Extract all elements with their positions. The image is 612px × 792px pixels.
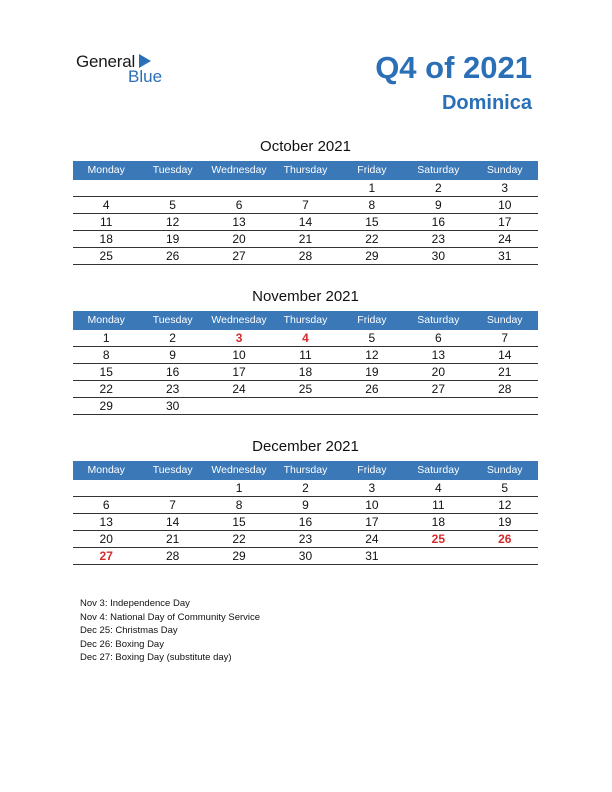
week-row <box>73 248 538 265</box>
day-cell: 2 <box>169 331 176 345</box>
weekday-label: Thursday <box>283 464 328 476</box>
day-cell: 8 <box>368 198 376 212</box>
week-row <box>73 381 538 398</box>
day-cell: 6 <box>235 198 243 212</box>
weekday-label: Monday <box>87 464 125 476</box>
weekday-label: Monday <box>87 164 125 176</box>
weekday-label: Saturday <box>417 164 460 176</box>
day-cell: 21 <box>298 232 313 246</box>
weekday-label: Friday <box>357 164 387 176</box>
holiday-notes <box>80 597 260 665</box>
day-cell: 25 <box>99 249 113 263</box>
day-cell <box>405 398 471 414</box>
week-row <box>73 497 538 514</box>
day-cell: 18 <box>99 232 113 246</box>
day-cell: 3 <box>501 181 509 195</box>
day-cell <box>73 480 139 496</box>
week-row <box>73 548 538 565</box>
weekday-label: Friday <box>357 464 387 476</box>
weekday-label: Tuesday <box>152 314 193 326</box>
day-cell: 3 <box>235 331 243 345</box>
day-cell: 1 <box>102 331 110 345</box>
day-cell: 22 <box>365 232 379 246</box>
week-row <box>73 231 538 248</box>
month-title: November 2021 <box>252 288 359 305</box>
day-cell: 30 <box>165 399 180 413</box>
day-cell: 17 <box>232 365 246 379</box>
weekday-label: Tuesday <box>152 464 193 476</box>
month-title: December 2021 <box>252 438 359 455</box>
weekday-header <box>73 311 538 330</box>
day-cell: 13 <box>232 215 246 229</box>
week-row <box>73 531 538 548</box>
day-cell: 13 <box>431 348 445 362</box>
day-cell: 17 <box>365 515 379 529</box>
holiday-note: Nov 3: Independence Day <box>80 598 190 609</box>
day-cell <box>472 398 538 414</box>
weekday-label: Friday <box>357 314 387 326</box>
day-cell: 17 <box>498 215 512 229</box>
weekday-label: Sunday <box>486 464 523 476</box>
day-cell: 10 <box>232 348 246 362</box>
day-cell: 9 <box>302 498 309 512</box>
month-title: October 2021 <box>260 138 351 155</box>
day-cell: 2 <box>434 181 442 195</box>
day-cell: 8 <box>235 498 243 512</box>
day-cell: 29 <box>365 249 379 263</box>
day-cell <box>139 480 205 496</box>
day-cell: 23 <box>431 232 445 246</box>
day-cell: 25 <box>298 382 313 396</box>
week-row <box>73 398 538 415</box>
month-calendar <box>73 287 538 415</box>
week-row <box>73 480 538 497</box>
day-cell: 5 <box>169 198 176 212</box>
day-cell: 16 <box>431 215 445 229</box>
day-cell: 26 <box>365 382 379 396</box>
day-cell: 18 <box>298 365 313 379</box>
week-row <box>73 197 538 214</box>
holiday-note: Dec 25: Christmas Day <box>80 625 178 636</box>
weekday-header <box>73 461 538 480</box>
day-cell: 9 <box>434 198 442 212</box>
logo-blue-text: Blue <box>128 67 163 86</box>
day-cell: 21 <box>165 532 180 546</box>
day-cell: 18 <box>431 515 445 529</box>
weekday-label: Thursday <box>283 164 328 176</box>
day-cell: 9 <box>169 348 176 362</box>
day-cell: 19 <box>165 232 180 246</box>
day-cell <box>472 548 538 564</box>
day-cell: 29 <box>99 399 113 413</box>
day-cell: 29 <box>232 549 246 563</box>
day-cell: 21 <box>498 365 512 379</box>
day-cell: 12 <box>365 348 379 362</box>
day-cell: 12 <box>165 215 180 229</box>
week-row <box>73 347 538 364</box>
day-cell: 5 <box>501 481 509 495</box>
day-cell: 1 <box>235 481 243 495</box>
day-cell: 24 <box>365 532 379 546</box>
day-cell: 7 <box>501 331 509 345</box>
holiday-note: Dec 27: Boxing Day (substitute day) <box>80 652 232 663</box>
day-cell <box>405 548 471 564</box>
day-cell: 3 <box>368 481 376 495</box>
logo-general-text: General <box>76 52 136 71</box>
weekday-label: Thursday <box>283 314 328 326</box>
day-cell: 19 <box>498 515 512 529</box>
day-cell: 19 <box>365 365 379 379</box>
week-row <box>73 214 538 231</box>
day-cell: 6 <box>102 498 110 512</box>
weekday-label: Monday <box>87 314 125 326</box>
day-cell: 23 <box>165 382 180 396</box>
day-cell: 10 <box>365 498 379 512</box>
weekday-label: Saturday <box>417 314 460 326</box>
weekday-header <box>73 161 538 180</box>
day-cell: 31 <box>498 249 512 263</box>
day-cell: 16 <box>298 515 313 529</box>
day-cell <box>272 398 338 414</box>
day-cell: 25 <box>431 532 445 546</box>
day-cell: 20 <box>232 232 246 246</box>
day-cell: 4 <box>434 481 442 495</box>
day-cell <box>139 180 205 196</box>
day-cell: 28 <box>165 549 180 563</box>
logo-triangle-icon <box>139 54 151 68</box>
day-cell: 4 <box>102 198 110 212</box>
day-cell: 24 <box>232 382 246 396</box>
day-cell: 15 <box>365 215 379 229</box>
week-row <box>73 330 538 347</box>
holiday-note: Nov 4: National Day of Community Service <box>80 611 261 623</box>
weekday-label: Saturday <box>417 464 460 476</box>
day-cell: 14 <box>298 215 313 229</box>
day-cell: 27 <box>99 549 113 563</box>
day-cell: 20 <box>99 532 113 546</box>
day-cell: 1 <box>368 181 376 195</box>
weekday-label: Tuesday <box>152 164 193 176</box>
day-cell: 14 <box>165 515 180 529</box>
week-row <box>73 514 538 531</box>
day-cell: 16 <box>165 365 180 379</box>
logo <box>76 52 176 88</box>
day-cell: 8 <box>102 348 110 362</box>
day-cell <box>206 180 272 196</box>
day-cell: 11 <box>299 348 312 362</box>
day-cell: 31 <box>365 549 379 563</box>
day-cell: 26 <box>165 249 180 263</box>
day-cell: 24 <box>498 232 512 246</box>
week-row <box>73 180 538 197</box>
day-cell <box>73 180 139 196</box>
day-cell: 30 <box>431 249 445 263</box>
weekday-label: Wednesday <box>211 464 267 476</box>
day-cell: 20 <box>431 365 445 379</box>
day-cell: 13 <box>99 515 113 529</box>
day-cell: 27 <box>232 249 246 263</box>
day-cell <box>339 398 405 414</box>
day-cell: 5 <box>368 331 376 345</box>
day-cell: 11 <box>99 215 113 229</box>
day-cell: 12 <box>498 498 512 512</box>
month-calendar <box>73 137 538 265</box>
day-cell <box>206 398 272 414</box>
month-calendar <box>73 437 538 565</box>
holiday-note: Dec 26: Boxing Day <box>80 638 164 650</box>
day-cell: 7 <box>302 198 309 212</box>
weekday-label: Sunday <box>486 314 523 326</box>
weekday-label: Wednesday <box>211 164 267 176</box>
day-cell: 28 <box>498 382 512 396</box>
day-cell: 15 <box>99 365 113 379</box>
weekday-label: Sunday <box>486 164 523 176</box>
day-cell: 23 <box>298 532 313 546</box>
weekday-label: Wednesday <box>211 314 267 326</box>
day-cell: 26 <box>498 532 512 546</box>
day-cell: 22 <box>99 382 113 396</box>
day-cell: 14 <box>498 348 512 362</box>
day-cell: 4 <box>302 331 309 345</box>
day-cell: 6 <box>434 331 442 345</box>
day-cell: 22 <box>232 532 246 546</box>
page-title: Q4 of 2021 <box>375 50 532 85</box>
day-cell <box>272 180 338 196</box>
day-cell: 2 <box>302 481 309 495</box>
day-cell: 11 <box>432 498 445 512</box>
day-cell: 27 <box>431 382 445 396</box>
day-cell: 28 <box>298 249 313 263</box>
day-cell: 30 <box>298 549 313 563</box>
day-cell: 10 <box>498 198 512 212</box>
day-cell: 7 <box>169 498 176 512</box>
country-name: Dominica <box>441 92 532 114</box>
week-row <box>73 364 538 381</box>
day-cell: 15 <box>232 515 246 529</box>
